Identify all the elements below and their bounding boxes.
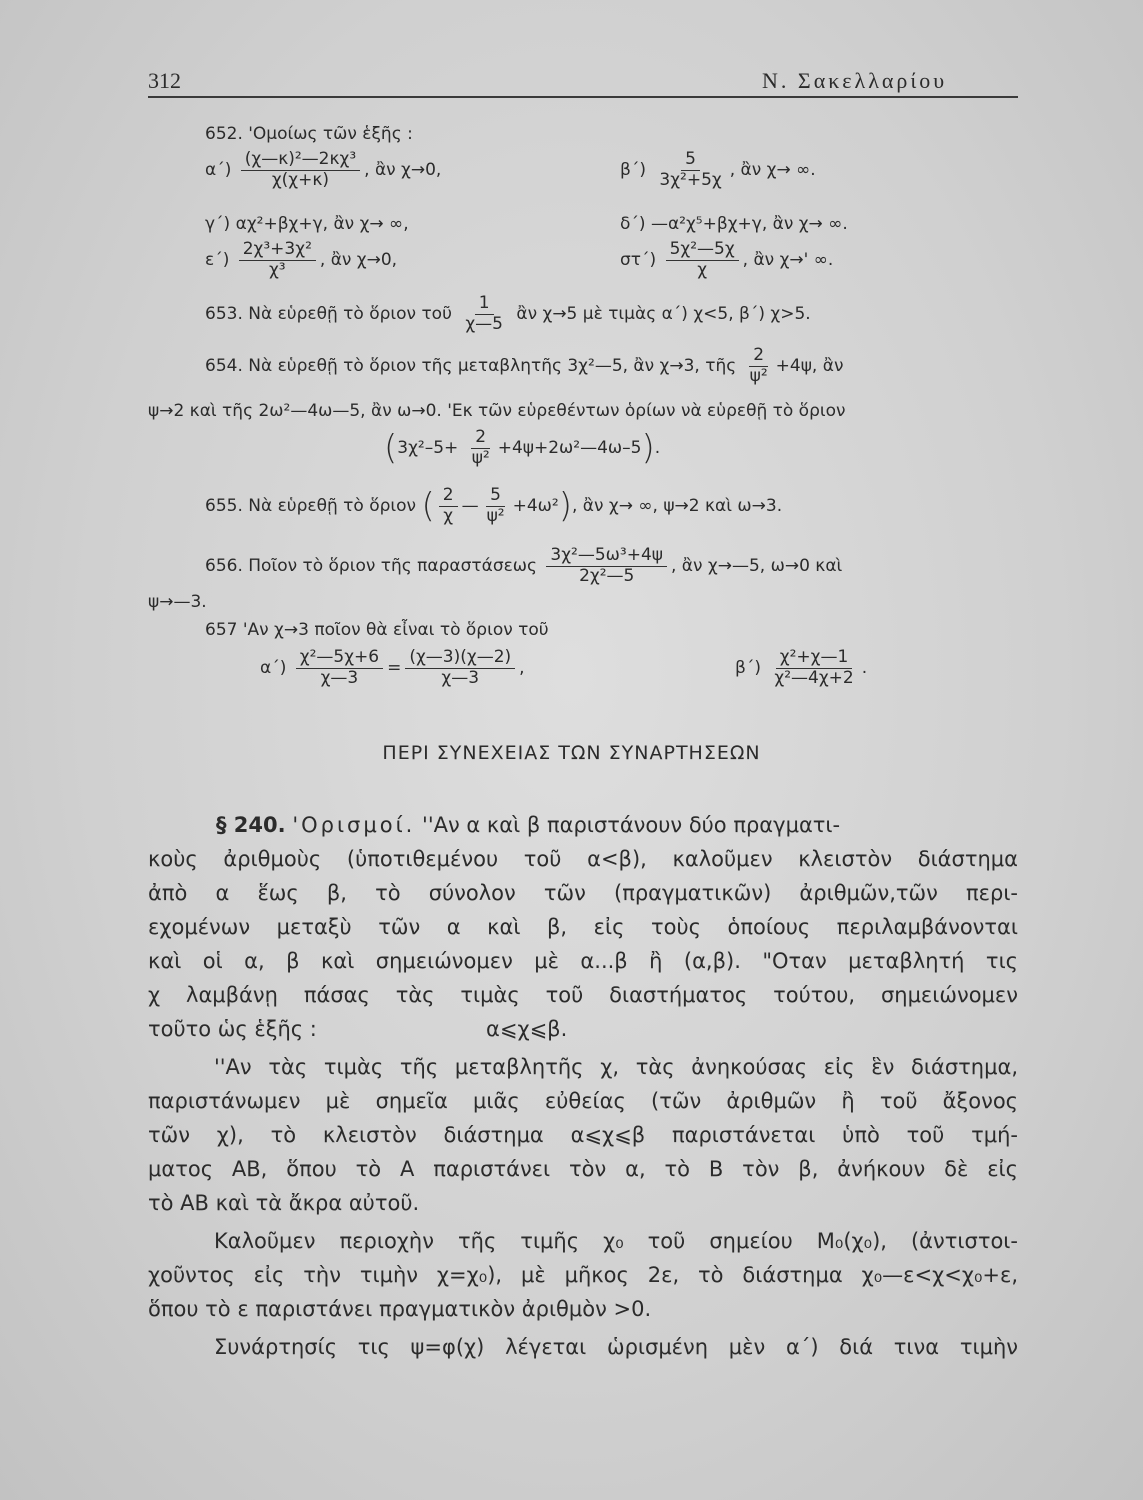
condition: , ἂν χ→0, <box>364 160 442 181</box>
denominator: χ <box>443 505 454 526</box>
exercise-652-e <box>205 240 397 280</box>
paragraph-3-line-1: Καλοῦμεν περιοχὴν τῆς τιμῆς χ₀ τοῦ σημείου Μ₀(χ₀), (ἀντιστοι- <box>214 1229 1018 1253</box>
paragraph-1-line-5: καὶ οἱ α, β καὶ σημειώνομεν μὲ α...β ἢ (α,β). "Οταν μεταβλητή τις <box>148 949 1018 973</box>
line-text: τοῦτο ὡς ἑξῆς : <box>148 1017 317 1041</box>
paragraph-4-line-1: Συνάρτησίς τις ψ=φ(χ) λέγεται ὡρισμένη μὲν α΄) διά τινα τιμὴν <box>214 1335 1018 1359</box>
label-d: δ΄) <box>620 214 646 234</box>
fraction <box>468 428 494 468</box>
label-e: ε΄) <box>205 250 230 271</box>
fraction <box>666 240 739 280</box>
section-title: ΠΕΡΙ ΣΥΝΕΧΕΙΑΣ ΤΩΝ ΣΥΝΑΡΤΗΣΕΩΝ <box>382 742 761 764</box>
exercise-657-a <box>260 648 525 688</box>
paragraph-1-line-6: χ λαμβάνῃ πάσας τὰς τιμὰς τοῦ διαστήματος τούτου, σημειώνομεν <box>148 983 1018 1007</box>
denominator: χ²—4χ+2 <box>774 667 854 688</box>
numerator: 5 <box>681 150 700 171</box>
paragraph-2-line-3: τῶν χ), τὸ κλειστὸν διάστημα α⩽χ⩽β παριστάνεται ὑπὸ τοῦ τμή- <box>148 1123 1018 1147</box>
denominator: χ(χ+κ) <box>271 169 330 190</box>
paragraph-1-line-2: κοὺς ἀριθμοὺς (ὑποτιθεμένου τοῦ α<β), καλοῦμεν κλειστὸν διάστημα <box>148 847 1018 871</box>
numerator: 1 <box>475 294 494 315</box>
denominator: χ—5 <box>465 313 503 334</box>
denominator: 2χ²—5 <box>579 565 635 586</box>
label-st: στ΄) <box>620 250 657 271</box>
fraction <box>239 240 316 280</box>
label-b: β΄) <box>620 160 646 181</box>
text-pre: 654. Νὰ εὑρεθῇ τὸ ὅριον τῆς μεταβλητῆς 3χ²—5, ἂν χ→3, τῆς <box>205 356 737 377</box>
exercise-654-line1 <box>205 346 843 386</box>
fraction-2 <box>405 648 515 688</box>
text-post: , ἂν χ→ ∞, ψ→2 καὶ ω→3. <box>571 496 783 517</box>
exercise-656 <box>205 546 842 586</box>
numerator: χ²+χ—1 <box>776 648 853 669</box>
fraction <box>770 648 857 688</box>
exercise-652-g <box>205 214 409 234</box>
exercise-655 <box>205 486 782 526</box>
line-text: ''Αν α καὶ β παριστάνουν δύο πραγματι- <box>422 813 841 837</box>
expression: —α²χ⁵+βχ+γ, ἂν χ→ ∞. <box>650 214 848 234</box>
fraction <box>546 546 667 586</box>
page-number: 312 <box>148 68 181 93</box>
fraction-1 <box>296 648 383 688</box>
paragraph-1-line-4: εχομένων μεταξὺ τῶν α καὶ β, εἰς τοὺς ὁποίους περιλαμβάνονται <box>148 915 1018 939</box>
numerator: 2χ³+3χ² <box>239 240 316 261</box>
paragraph-2-line-5: τὸ ΑΒ καὶ τὰ ἄκρα αὐτοῦ. <box>148 1191 420 1215</box>
numerator: 3χ²—5ω³+4ψ <box>546 546 667 567</box>
numerator: (χ—3)(χ—2) <box>405 648 515 669</box>
numerator: 5χ²—5χ <box>666 240 739 261</box>
exercise-654-line2: ψ→2 καὶ τῆς 2ω²—4ω—5, ἂν ω→0. 'Εκ τῶν εὑρεθέντων ὁρίων νὰ εὑρεθῇ τὸ ὅριον <box>148 401 846 421</box>
exercise-654-formula: (3χ²–5+ $\frac{2}{\text{ψ²}}$ +4ψ+2ω²—4ω–5). <box>384 427 661 469</box>
paren-close: ) <box>558 486 572 527</box>
f-pre: 3χ²–5+ <box>397 438 459 459</box>
minus-sign: — <box>461 496 479 517</box>
section-number-text: § 240. <box>216 813 286 837</box>
text-pre: 655. Νὰ εὑρεθῇ τὸ ὅριον <box>205 496 417 517</box>
expression: αχ²+βχ+γ, ἂν χ→ ∞, <box>235 214 409 234</box>
text-pre: 653. Νὰ εὑρεθῇ τὸ ὅριον τοῦ <box>205 304 452 325</box>
exercise-652-a <box>205 150 441 190</box>
fraction <box>655 150 725 190</box>
text-post: ἂν χ→5 μὲ τιμὰς α΄) χ<5, β΄) χ>5. <box>516 304 811 325</box>
text-post: +4ψ, ἂν <box>775 356 844 377</box>
text-pre: 656. Ποῖον τὸ ὅριον τῆς παραστάσεως <box>205 556 537 577</box>
paren-open: ( <box>384 428 398 469</box>
exercise-657-b <box>735 648 867 688</box>
exercise-652-st <box>620 240 833 280</box>
label-a: α΄) <box>260 658 287 679</box>
paren-close: ) <box>641 428 655 469</box>
text-post: , ἂν χ→—5, ω→0 καὶ <box>671 556 843 577</box>
exercise-653 <box>205 294 811 334</box>
paragraph-1-line-7 <box>148 1012 1018 1046</box>
paragraph-2-line-4: ματος ΑΒ, ὅπου τὸ Α παριστάνει τὸν α, τὸ Β τὸν β, ἀνήκουν δὲ εἰς <box>148 1157 1018 1181</box>
numerator: χ²—5χ+6 <box>296 648 383 669</box>
denominator: χ³ <box>268 259 286 280</box>
inequality: α⩽χ⩽β. <box>486 1017 568 1041</box>
denominator: χ <box>697 259 708 280</box>
paragraph-3-line-2: χοῦντος εἰς τὴν τιμὴν χ=χ₀), μὲ μῆκος 2ε, τὸ διάστημα χ₀—ε<χ<χ₀+ε, <box>148 1263 1018 1287</box>
exercise-656-line2: ψ→—3. <box>148 592 207 612</box>
exercise-657-intro: 657 'Αν χ→3 ποῖον θὰ εἶναι τὸ ὅριον τοῦ <box>205 620 549 640</box>
denominator: ψ² <box>486 505 505 526</box>
paragraph-3-line-3: ὅπου τὸ ε παριστάνει πραγματικὸν ἀριθμὸν >0. <box>148 1297 652 1321</box>
denominator: 3χ²+5χ <box>659 169 722 190</box>
condition: , ἂν χ→' ∞. <box>742 250 834 271</box>
header-rule <box>148 96 1018 98</box>
numerator: 2 <box>471 428 490 449</box>
fraction <box>746 346 772 386</box>
exercise-652-intro: 652. 'Ομοίως τῶν ἑξῆς : <box>205 124 413 144</box>
equals-sign: = <box>387 658 402 679</box>
condition: , ἂν χ→ ∞. <box>729 160 816 181</box>
denominator: χ—3 <box>441 667 480 688</box>
label-g: γ΄) <box>205 214 231 234</box>
term: +4ω² <box>512 496 559 517</box>
comma: , <box>519 658 525 679</box>
period: . <box>861 658 868 679</box>
paragraph-1-line-3: ἀπὸ α ἕως β, τὸ σύνολον τῶν (πραγματικῶν) ἀριθμῶν,τῶν περι- <box>148 881 1018 905</box>
condition: , ἂν χ→0, <box>319 250 398 271</box>
numerator: (χ—κ)²—2κχ³ <box>241 150 360 171</box>
denominator: χ—3 <box>320 667 359 688</box>
numerator: 5 <box>486 486 505 507</box>
paragraph-2-line-1: ''Αν τὰς τιμὰς τῆς μεταβλητῆς χ, τὰς ἀνηκούσας εἰς ἓν διάστημα, <box>214 1055 1018 1079</box>
denominator: ψ² <box>749 365 768 386</box>
paragraph-2-line-2: παριστάνωμεν μὲ σημεῖα μιᾶς εὐθείας (τῶν ἀριθμῶν ἢ τοῦ ἄξονος <box>148 1089 1018 1113</box>
section-number <box>216 813 286 837</box>
fraction <box>241 150 360 190</box>
section-heading: 'Ορισμοί. <box>292 813 416 837</box>
denominator: ψ² <box>471 447 490 468</box>
running-head-author: Ν. Σακελλαρίου <box>762 68 948 93</box>
numerator: 2 <box>749 346 768 367</box>
label-b: β΄) <box>735 658 761 679</box>
label-a: α΄) <box>205 160 232 181</box>
exercise-652-d <box>620 214 848 234</box>
fraction-1 <box>439 486 458 526</box>
f-post: +4ψ+2ω²—4ω–5 <box>497 438 642 459</box>
fraction <box>461 294 507 334</box>
fraction-2 <box>483 486 509 526</box>
numerator: 2 <box>439 486 458 507</box>
paren-open: ( <box>421 486 435 527</box>
paragraph-1-line-1 <box>148 808 1018 842</box>
exercise-652-b <box>620 150 816 190</box>
